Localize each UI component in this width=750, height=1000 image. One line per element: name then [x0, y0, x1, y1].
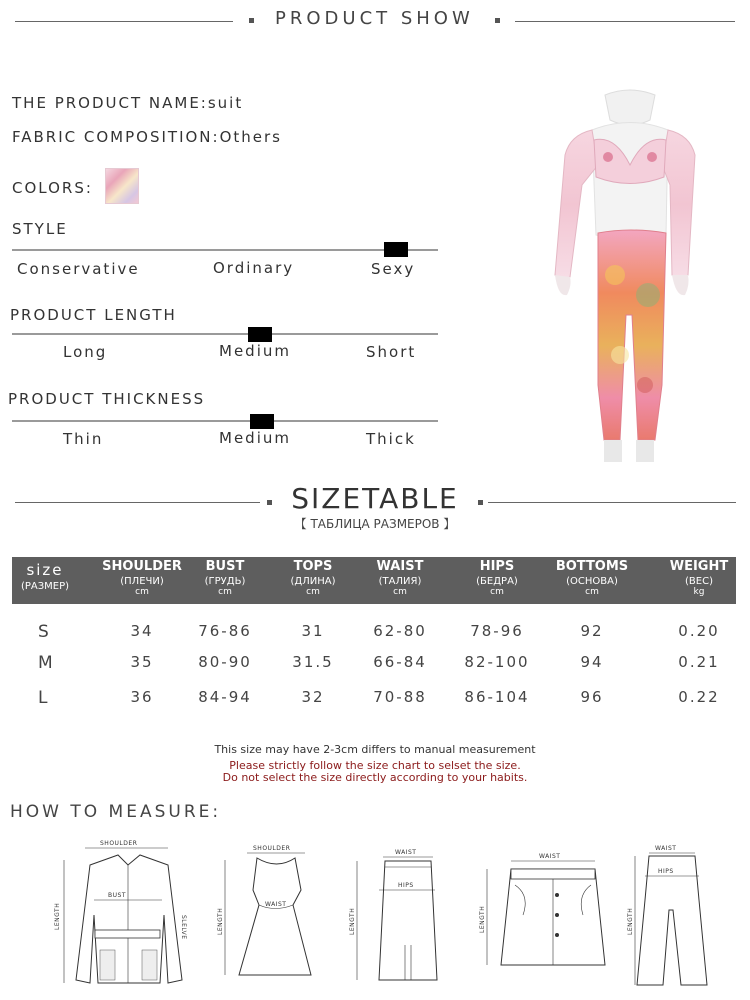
- thickness-scale-line: [12, 420, 438, 422]
- product-name: THE PRODUCT NAME:suit: [12, 94, 244, 112]
- header-dot-right: [495, 18, 500, 23]
- table-cell: 92: [580, 622, 604, 640]
- table-cell: 62-80: [373, 622, 427, 640]
- col-bottoms: BOTTOMS (ОСНОВА) cm: [555, 559, 629, 597]
- pants-hips-label: HIPS: [658, 868, 674, 875]
- table-cell: 31.5: [292, 653, 334, 671]
- thickness-title: PRODUCT THICKNESS: [8, 390, 206, 408]
- length-title: PRODUCT LENGTH: [10, 306, 177, 324]
- sizetable-subtitle: 【 ТАБЛИЦА РАЗМЕРОВ 】: [294, 517, 456, 531]
- pants-length-label: LENGTH: [627, 907, 634, 935]
- size-table-header: [12, 557, 736, 604]
- col-waist: WAIST (ТАЛИЯ) cm: [376, 559, 424, 597]
- length-marker: [248, 327, 272, 342]
- style-scale-line: [12, 249, 438, 251]
- table-cell: 78-96: [470, 622, 524, 640]
- thickness-option-thin: Thin: [63, 430, 104, 448]
- shorts-waist-label: WAIST: [539, 853, 561, 860]
- col-bust: BUST (ГРУДЬ) cm: [204, 559, 246, 597]
- length-option-long: Long: [63, 343, 108, 361]
- table-cell: 0.22: [678, 688, 720, 706]
- table-cell: 32: [301, 688, 325, 706]
- colors-label: COLORS:: [12, 179, 93, 197]
- product-model-image: [520, 85, 740, 470]
- table-cell: 0.21: [678, 653, 720, 671]
- table-cell: 80-90: [198, 653, 252, 671]
- table-cell: 70-88: [373, 688, 427, 706]
- how-to-measure-title: HOW TO MEASURE:: [10, 802, 222, 822]
- col-shoulder: SHOULDER (ПЛЕЧИ) cm: [102, 559, 182, 597]
- dress-waist-label: WAIST: [265, 901, 287, 908]
- sizetable-line-right: [488, 502, 736, 503]
- table-cell: 36: [130, 688, 154, 706]
- thickness-marker: [250, 414, 274, 429]
- shirt-bust-label: BUST: [108, 892, 126, 899]
- table-cell: 76-86: [198, 622, 252, 640]
- style-option-sexy: Sexy: [371, 260, 416, 278]
- size-row-label: S: [38, 622, 49, 642]
- sizetable-dot-right: [478, 500, 483, 505]
- size-row-label: M: [38, 653, 53, 673]
- table-cell: 96: [580, 688, 604, 706]
- style-option-conservative: Conservative: [17, 260, 140, 278]
- skirt-hips-label: HIPS: [398, 882, 414, 889]
- note-measurement: This size may have 2-3cm differs to manual measurement: [214, 743, 536, 756]
- pants-measure-diagram: [625, 840, 710, 990]
- table-cell: 35: [130, 653, 154, 671]
- length-option-short: Short: [366, 343, 417, 361]
- table-cell: 34: [130, 622, 154, 640]
- shirt-length-label: LENGTH: [54, 902, 61, 930]
- skirt-measure-diagram: [345, 845, 445, 985]
- col-weight: WEIGHT (ВЕС) kg: [669, 559, 729, 597]
- col-hips: HIPS (БЕДРА) cm: [476, 559, 518, 597]
- table-cell: 82-100: [464, 653, 530, 671]
- table-cell: 66-84: [373, 653, 427, 671]
- shirt-sleeve-label: SLELVE: [180, 915, 187, 940]
- table-cell: 31: [301, 622, 325, 640]
- shorts-measure-diagram: [475, 845, 610, 975]
- table-cell: 86-104: [464, 688, 530, 706]
- shirt-measure-diagram: [50, 835, 200, 990]
- note-follow-chart: Please strictly follow the size chart to selset the size.: [229, 759, 521, 772]
- table-cell: 84-94: [198, 688, 252, 706]
- dress-length-label: LENGTH: [217, 907, 224, 935]
- skirt-length-label: LENGTH: [349, 907, 356, 935]
- table-cell: 94: [580, 653, 604, 671]
- col-tops: TOPS (ДЛИНА) cm: [290, 559, 336, 597]
- pants-waist-label: WAIST: [655, 845, 677, 852]
- shorts-length-label: LENGTH: [479, 905, 486, 933]
- size-row-label: L: [38, 688, 48, 708]
- sizetable-title: SIZETABLE: [291, 482, 459, 515]
- length-option-medium: Medium: [219, 342, 291, 360]
- header-line-left: [15, 21, 233, 22]
- thickness-option-medium: Medium: [219, 429, 291, 447]
- table-cell: 0.20: [678, 622, 720, 640]
- color-swatch[interactable]: [105, 168, 139, 204]
- header-dot-left: [249, 18, 254, 23]
- thickness-option-thick: Thick: [366, 430, 416, 448]
- length-scale-line: [12, 333, 438, 335]
- style-option-ordinary: Ordinary: [213, 259, 295, 277]
- shirt-shoulder-label: SHOULDER: [100, 840, 138, 847]
- note-habits: Do not select the size directly according to your habits.: [222, 771, 528, 784]
- style-marker: [384, 242, 408, 257]
- fabric-composition: FABRIC COMPOSITION:Others: [12, 128, 282, 146]
- style-title: STYLE: [12, 220, 68, 238]
- page-title: PRODUCT SHOW: [275, 8, 474, 29]
- dress-shoulder-label: SHOULDER: [253, 845, 291, 852]
- col-size: size (РАЗМЕР): [20, 561, 70, 592]
- skirt-waist-label: WAIST: [395, 849, 417, 856]
- dress-measure-diagram: [215, 840, 315, 985]
- header-line-right: [515, 21, 735, 22]
